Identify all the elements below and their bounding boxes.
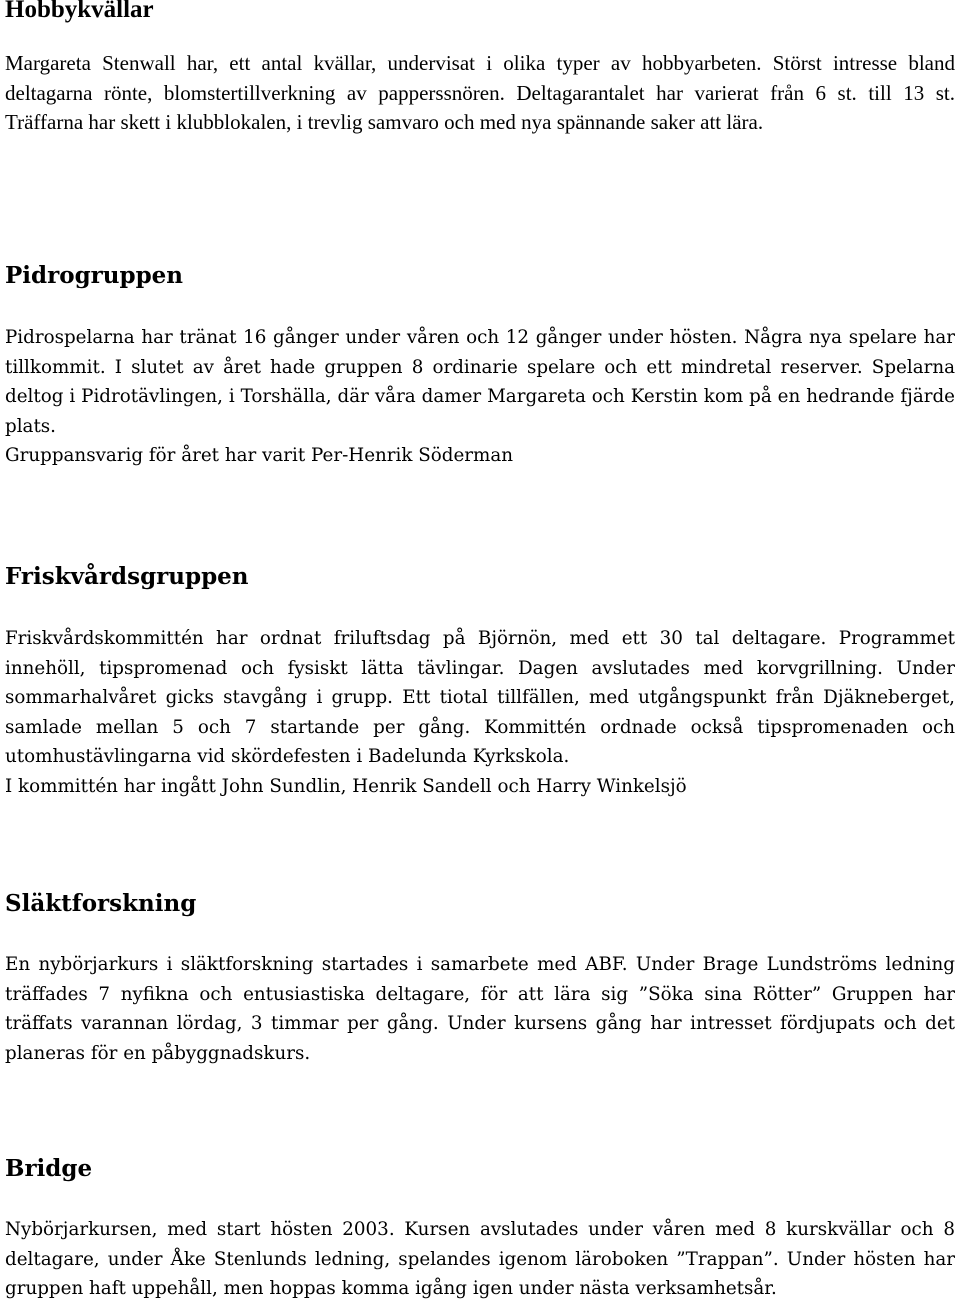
section-heading: Hobbykvällar [5,0,154,23]
section-paragraph: Gruppansvarig för året har varit Per-Henrik Söderman [5,445,514,466]
section-paragraph: I kommittén har ingått John Sundlin, Henrik Sandell och Harry Winkelsjö [5,775,687,797]
section-slaktforskning [5,890,955,1068]
section-paragraph: Pidrospelarna har tränat 16 gånger under våren och 12 gånger under hösten. Några nya spelare har tillkommit. I slutet av året hade gruppen 8 ordinarie spelare och ett mindretal reserver. Spelarna deltog i Pidrotävlingen, i Torshälla, där våra damer Margareta och Kerstin kom på en hedrande fjärde plats. [5,327,955,437]
section-friskvardsgruppen [5,563,955,801]
section-paragraph: En nybörjarkurs i släktforskning startades i samarbete med ABF. Under Brage Lundströms ledning träffades 7 nyfikna och entusiastiska deltagare, för att lära sig ”Söka sina Rötter” Gruppen har träffats varannan lördag, 3 timmar per gång. Under kursens gång har intresset fördjupats och det planeras för en påbyggnadskurs. [5,954,955,1064]
section-heading: Släktforskning [5,890,197,917]
section-bridge [5,1155,955,1304]
section-paragraph: Friskvårdskommittén har ordnat friluftsdag på Björnön, med ett 30 tal deltagare. Programmet innehöll, tipspromenad och fysiskt lätta tävlingar. Dagen avslutades med korvgrillning. Under sommarhalvåret gicks stavgång i grupp. Ett tiotal tillfällen, med utgångspunkt från Djäkneberget, samlade mellan 5 och 7 startande per gång. Kommittén ordnade också tipspromenaden och utomhustävlingarna vid skördefesten i Badelunda Kyrkskola. [5,628,955,767]
section-paragraph: Nybörjarkursen, med start hösten 2003. Kursen avslutades under våren med 8 kurskvällar och 8 deltagare, under Åke Stenlunds ledning, spelandes igenom läroboken ”Trappan”. Under hösten har gruppen haft uppehåll, men hoppas komma igång igen under nästa verksamhetsår. [5,1219,955,1299]
section-paragraph: Margareta Stenwall har, ett antal kvällar, undervisat i olika typer av hobbyarbeten. Störst intresse bland deltagarna rönte, blomstertillverkning av papperssnören. Deltagarantalet har varierat från 6 st. till 13 st. Träffarna har skett i klubblokalen, i trevlig samvaro och med nya spännande saker att lära. [5,51,955,134]
section-hobbykvallar [5,0,955,138]
section-heading: Bridge [5,1155,93,1182]
section-pidrogruppen [5,262,955,471]
section-heading: Friskvårdsgruppen [5,563,249,590]
section-heading: Pidrogruppen [5,262,184,289]
